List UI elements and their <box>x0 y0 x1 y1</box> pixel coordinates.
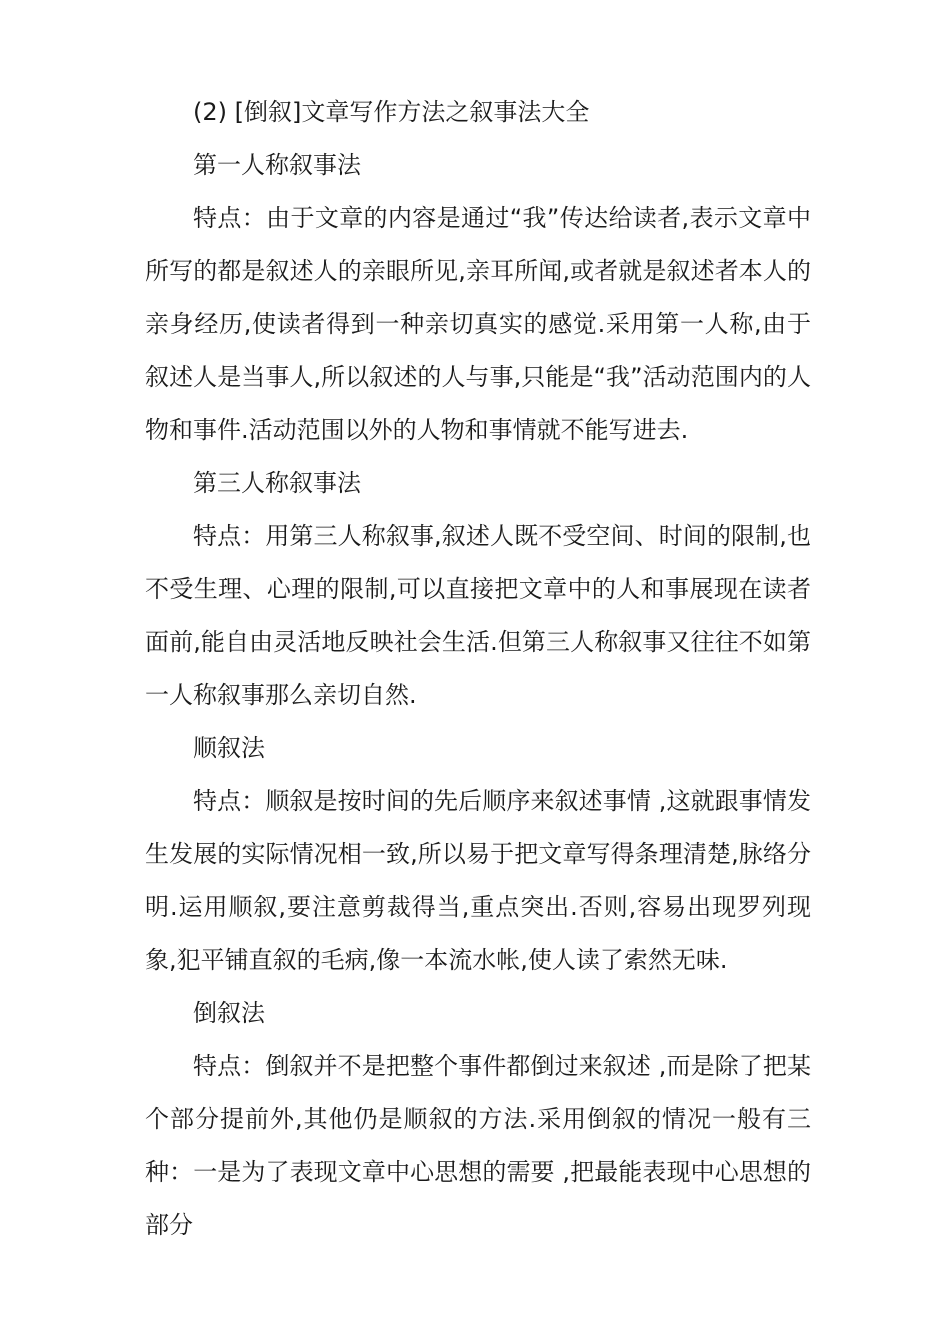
section-heading-flashback: 倒叙法 <box>193 999 265 1027</box>
document-title: (2) [倒叙]文章写作方法之叙事法大全 <box>193 98 590 126</box>
paragraph-third-person: 特点：用第三人称叙事,叙述人既不受空间、时间的限制,也不受生理、心理的限制,可以直接把文章中的人和事展现在读者面前,能自由灵活地反映社会生活.但第三人称叙事又往往不如第一人称叙事那么亲切自然. <box>145 522 811 709</box>
paragraph-chronological: 特点：顺叙是按时间的先后顺序来叙述事情 ,这就跟事情发生发展的实际情况相一致,所以易于把文章写得条理清楚,脉络分明.运用顺叙,要注意剪裁得当,重点突出.否则,容易出现罗列现象,犯平铺直叙的毛病,像一本流水帐,使人读了索然无味. <box>145 787 811 974</box>
section-heading-chronological: 顺叙法 <box>193 734 265 762</box>
paragraph-first-person: 特点：由于文章的内容是通过“我”传达给读者,表示文章中所写的都是叙述人的亲眼所见,亲耳所闻,或者就是叙述者本人的亲身经历,使读者得到一种亲切真实的感觉.采用第一人称,由于叙述人是当事人,所以叙述的人与事,只能是“我”活动范围内的人物和事件.活动范围以外的人物和事情就不能写进去. <box>145 204 811 444</box>
section-heading-third-person: 第三人称叙事法 <box>193 469 361 497</box>
section-heading-first-person: 第一人称叙事法 <box>193 151 361 179</box>
paragraph-flashback: 特点：倒叙并不是把整个事件都倒过来叙述 ,而是除了把某个部分提前外,其他仍是顺叙的方法.采用倒叙的情况一般有三种：一是为了表现文章中心思想的需要 ,把最能表现中心思想的部分 <box>145 1052 811 1239</box>
document-body <box>145 86 811 1252</box>
